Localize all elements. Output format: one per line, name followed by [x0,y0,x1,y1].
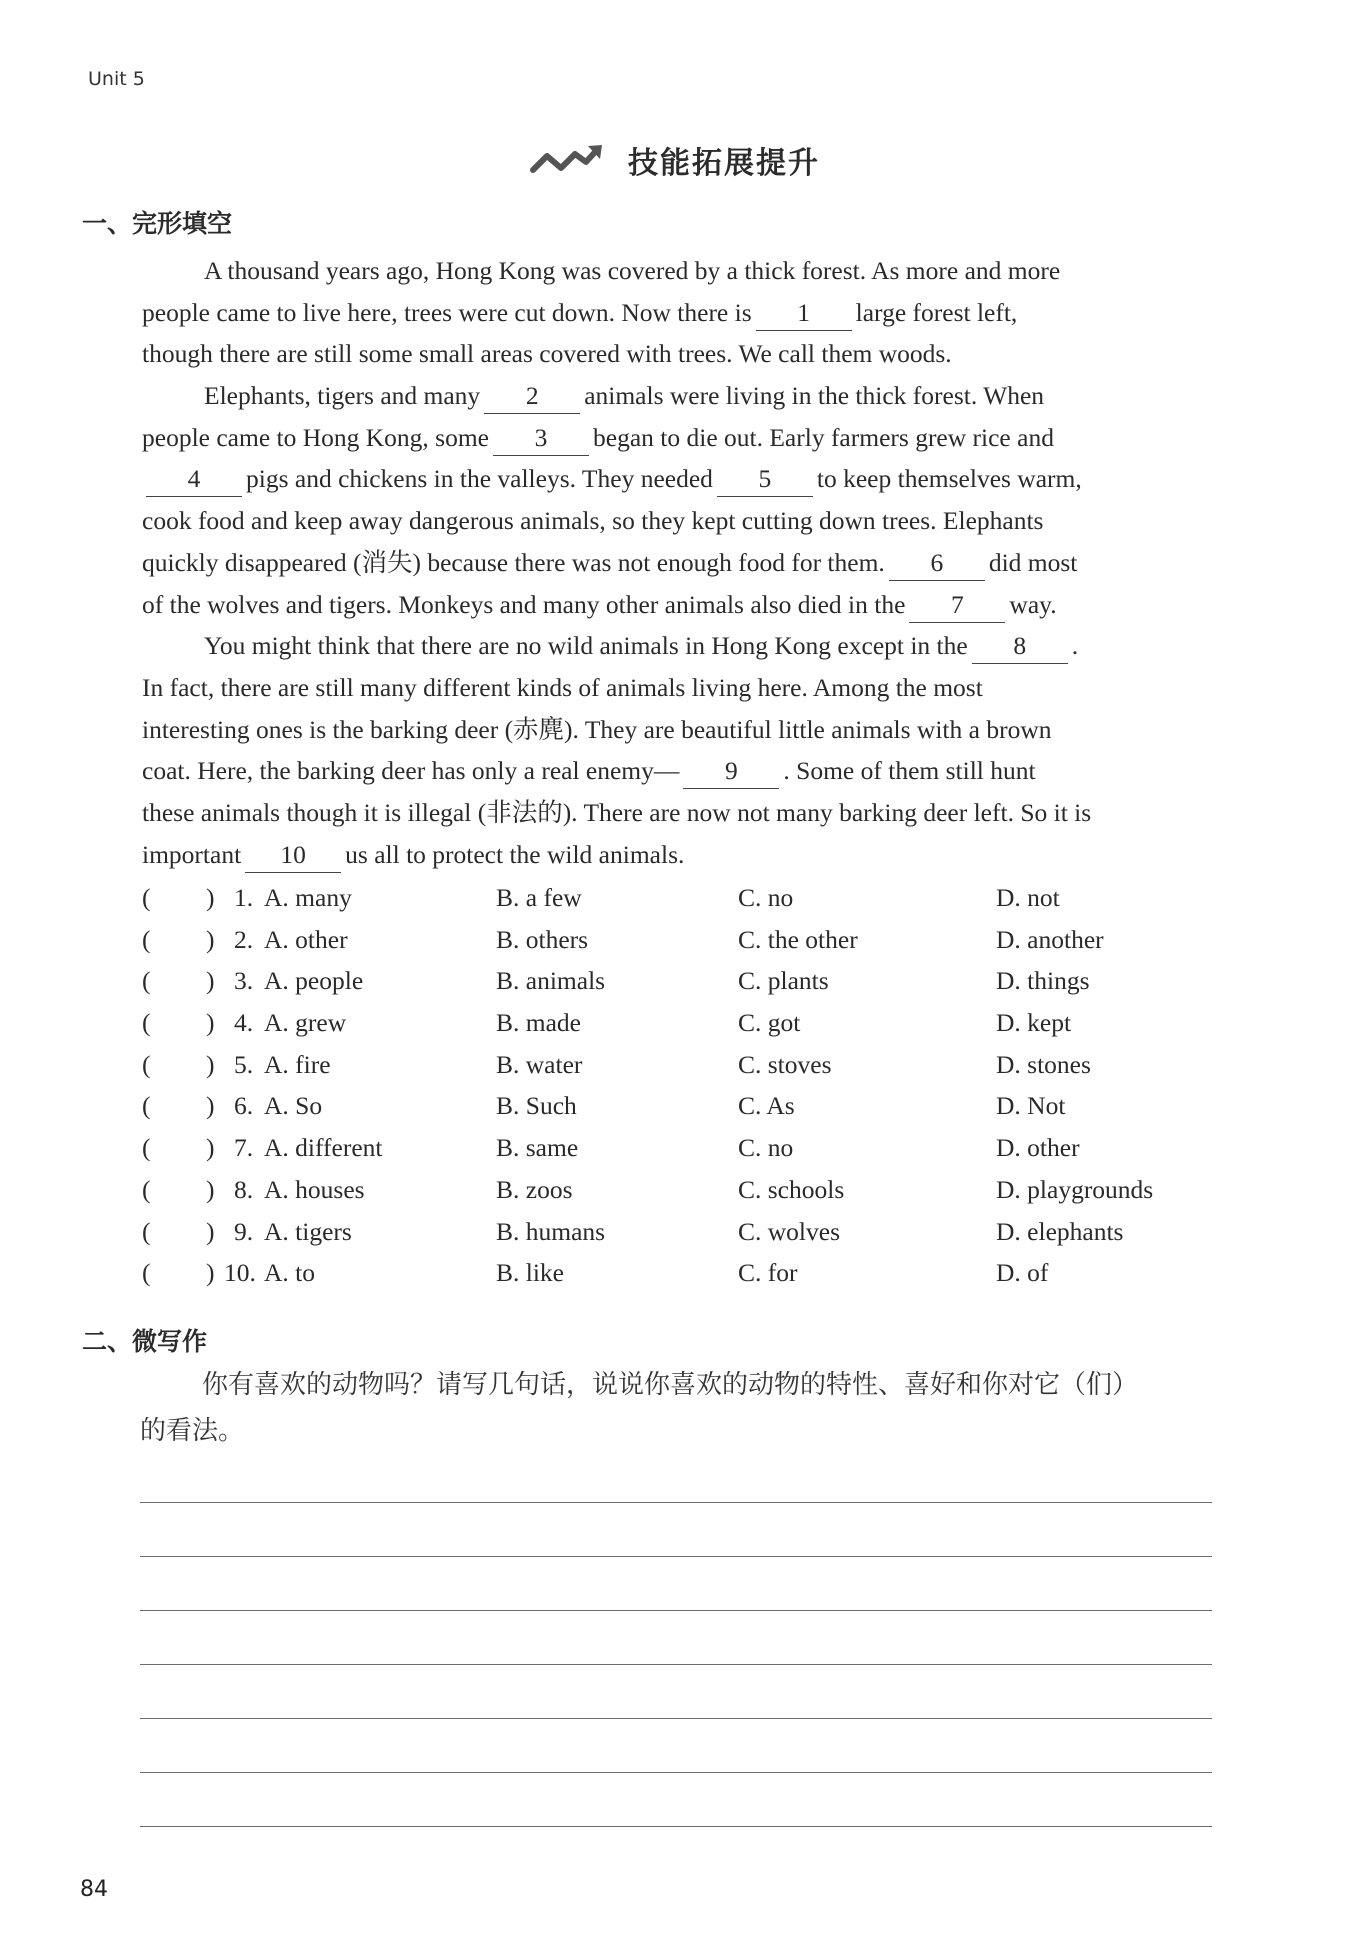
blank-7[interactable]: 7 [909,588,1005,623]
answer-paren-open[interactable]: ( [142,1258,151,1288]
answer-paren-close[interactable]: ) [206,1258,215,1288]
option-b[interactable]: B. made [496,1008,581,1038]
blank-10[interactable]: 10 [245,838,341,873]
passage-text: animals were living in the thick forest. When [584,381,1045,411]
passage-text: . Some of them still hunt [783,756,1036,786]
section-heading-cloze: 一、完形填空 [82,209,233,238]
option-a[interactable]: A. houses [264,1174,365,1204]
answer-paren-open[interactable]: ( [142,924,151,954]
option-b[interactable]: B. same [496,1133,579,1163]
passage-text: A thousand years ago, Hong Kong was covered by a thick forest. As more and more [204,256,1061,285]
option-c[interactable]: C. stoves [738,1049,832,1079]
answer-paren-open[interactable]: ( [142,966,151,996]
option-a[interactable]: A. So [264,1091,323,1121]
option-b[interactable]: B. others [496,924,589,954]
blank-6[interactable]: 6 [889,546,985,581]
option-d[interactable]: D. elephants [996,1216,1124,1246]
writing-prompt-line: 的看法。 [140,1416,245,1446]
passage-line [142,250,1222,292]
passage-text: pigs and chickens in the valleys. They needed [246,464,713,494]
option-a[interactable]: A. fire [264,1049,331,1079]
option-d[interactable]: D. playgrounds [996,1174,1154,1204]
passage-line [142,292,1222,334]
passage-text: . [1071,631,1079,661]
option-a[interactable]: A. grew [264,1008,347,1038]
passage-text: began to die out. Early farmers grew rice and [593,422,1054,452]
answer-paren-close[interactable]: ) [206,1216,215,1246]
passage-text: important [142,839,242,869]
question-number: 2. [234,924,254,954]
passage-text: interesting ones is the barking deer (赤麂). They are beautiful little animals with a brown [142,714,1052,744]
option-b[interactable]: B. like [496,1258,564,1288]
question-number: 5. [234,1049,254,1079]
answer-paren-close[interactable]: ) [206,1174,215,1204]
answer-paren-open[interactable]: ( [142,1049,151,1079]
passage-line [142,834,1222,876]
answer-paren-close[interactable]: ) [206,924,215,954]
option-b[interactable]: B. a few [496,883,582,912]
passage-text: Elephants, tigers and many [204,381,481,411]
passage-text: In fact, there are still many different kinds of animals living here. Among the most [142,672,983,702]
option-d[interactable]: D. other [996,1133,1080,1163]
blank-4[interactable]: 4 [146,462,242,497]
answer-line[interactable] [140,1610,1212,1611]
answer-line[interactable] [140,1826,1212,1827]
writing-prompt-line: 你有喜欢的动物吗？请写几句话，说说你喜欢的动物的特性、喜好和你对它（们） [202,1370,1139,1400]
passage-text: cook food and keep away dangerous animals, so they kept cutting down trees. Elephants [142,506,1044,536]
answer-paren-close[interactable]: ) [206,1008,215,1038]
passage-text: people came to live here, trees were cut down. Now there is [142,297,752,327]
option-d[interactable]: D. kept [996,1008,1072,1038]
option-a[interactable]: A. different [264,1133,383,1163]
option-c[interactable]: C. for [738,1258,798,1288]
option-a[interactable]: A. other [264,924,348,954]
passage-text: way. [1009,589,1057,619]
answer-paren-open[interactable]: ( [142,1216,151,1246]
question-number: 3. [234,966,254,996]
question-number: 6. [234,1091,254,1121]
answer-paren-open[interactable]: ( [142,1133,151,1163]
blank-2[interactable]: 2 [484,379,580,414]
question-number: 8. [234,1174,254,1204]
passage-line [142,333,1222,375]
option-c[interactable]: C. no [738,883,794,912]
question-number: 7. [234,1133,254,1163]
answer-line[interactable] [140,1556,1212,1557]
answer-paren-close[interactable]: ) [206,883,215,912]
passage-line [142,417,1222,459]
answer-paren-close[interactable]: ) [206,1133,215,1163]
passage-line [142,667,1222,709]
option-c[interactable]: C. schools [738,1174,845,1204]
passage-line [142,625,1222,667]
option-c[interactable]: C. got [738,1008,801,1038]
blank-5[interactable]: 5 [717,462,813,497]
passage-line [142,375,1222,417]
blank-3[interactable]: 3 [493,421,589,456]
option-a[interactable]: A. people [264,966,364,996]
option-b[interactable]: B. Such [496,1091,577,1121]
passage-line [142,750,1222,792]
answer-line[interactable] [140,1664,1212,1665]
question-number: 10. [224,1258,256,1288]
option-a[interactable]: A. to [264,1258,315,1288]
answer-line[interactable] [140,1718,1212,1719]
answer-paren-open[interactable]: ( [142,883,151,912]
passage-text: coat. Here, the barking deer has only a real enemy— [142,756,680,786]
option-d[interactable]: D. stones [996,1049,1091,1079]
answer-paren-close[interactable]: ) [206,1049,215,1079]
cloze-passage [142,250,1222,875]
option-b[interactable]: B. humans [496,1216,606,1246]
passage-line [142,500,1222,542]
option-d[interactable]: D. of [996,1258,1049,1288]
passage-line [142,792,1222,834]
question-number: 1. [234,883,254,912]
passage-text: large forest left, [855,297,1018,327]
blank-1[interactable]: 1 [756,296,852,331]
passage-text: did most [988,547,1078,577]
answer-paren-close[interactable]: ) [206,966,215,996]
passage-text: us all to protect the wild animals. [345,839,685,869]
unit-label: Unit 5 [88,68,145,90]
page-number: 84 [80,1877,108,1902]
answer-line[interactable] [140,1772,1212,1773]
passage-line [142,542,1222,584]
answer-paren-open[interactable]: ( [142,1091,151,1121]
option-d[interactable]: D. Not [996,1091,1066,1121]
option-c[interactable]: C. plants [738,966,829,996]
answer-paren-open[interactable]: ( [142,1008,151,1038]
passage-line [142,709,1222,751]
blank-9[interactable]: 9 [683,754,779,789]
option-a[interactable]: A. many [264,883,352,912]
passage-text: You might think that there are no wild animals in Hong Kong except in the [204,631,968,661]
option-b[interactable]: B. animals [496,966,606,996]
rising-zigzag-arrow-icon [530,143,604,177]
option-c[interactable]: C. As [738,1091,795,1121]
option-d[interactable]: D. another [996,924,1104,954]
passage-text: to keep themselves warm, [816,464,1082,494]
option-b[interactable]: B. zoos [496,1174,573,1204]
option-c[interactable]: C. wolves [738,1216,840,1246]
answer-paren-open[interactable]: ( [142,1174,151,1204]
option-b[interactable]: B. water [496,1049,583,1079]
passage-line [142,584,1222,626]
option-c[interactable]: C. no [738,1133,794,1163]
page-title: 技能拓展提升 [628,146,820,181]
passage-text: though there are still some small areas covered with trees. We call them woods. [142,339,952,369]
question-number: 4. [234,1008,254,1038]
answer-line[interactable] [140,1502,1212,1503]
passage-text: people came to Hong Kong, some [142,422,490,452]
option-a[interactable]: A. tigers [264,1216,352,1246]
blank-8[interactable]: 8 [972,629,1068,664]
passage-text: of the wolves and tigers. Monkeys and many other animals also died in the [142,589,906,619]
section-heading-writing: 二、微写作 [82,1327,208,1356]
option-c[interactable]: C. the other [738,924,858,954]
option-d[interactable]: D. things [996,966,1090,996]
section-title-bar [0,138,1350,182]
question-number: 9. [234,1216,254,1246]
passage-text: these animals though it is illegal (非法的). There are now not many barking deer left. So it is [142,797,1092,827]
answer-paren-close[interactable]: ) [206,1091,215,1121]
passage-line [142,458,1222,500]
passage-text: quickly disappeared (消失) because there was not enough food for them. [142,547,885,577]
option-d[interactable]: D. not [996,883,1060,912]
writing-prompt [140,1362,1220,1454]
